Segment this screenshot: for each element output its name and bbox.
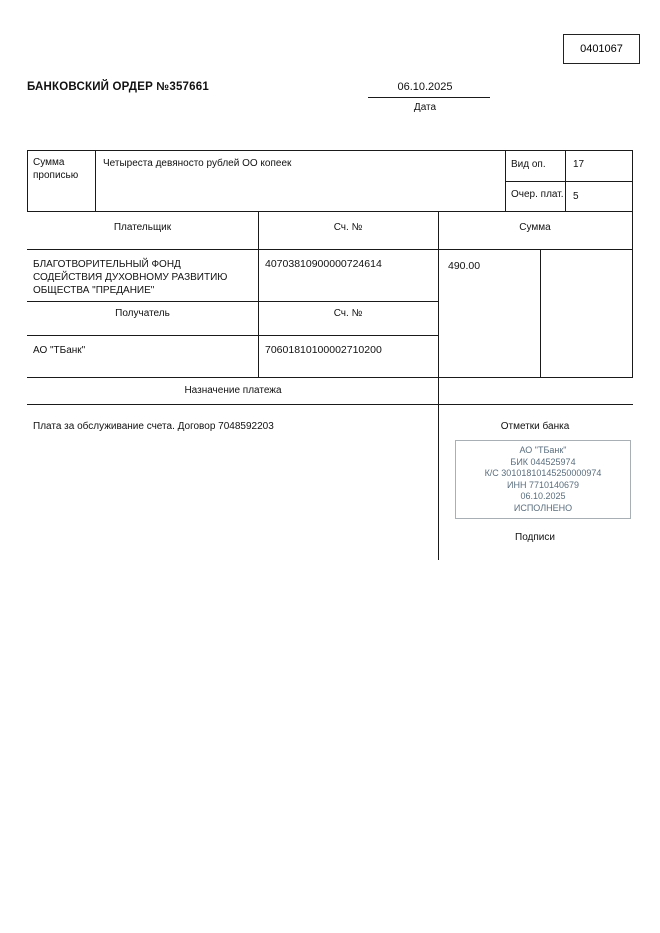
bank-marks-header: Отметки банка <box>500 421 570 432</box>
amount-words: Четыреста девяносто рублей ОО копеек <box>103 158 292 169</box>
receiver-header: Получатель <box>115 308 170 319</box>
sum-column-right-border <box>632 211 633 378</box>
form-code: 0401067 <box>580 43 623 55</box>
payment-amount: 490.00 <box>448 260 481 272</box>
receiver-account-header: Сч. № <box>333 308 363 319</box>
stamp-bank-name: АО "ТБанк" <box>519 445 567 455</box>
op-type-label: Вид оп. <box>511 159 546 170</box>
stamp-inn: ИНН 7710140679 <box>506 479 580 490</box>
receiver-data-bottom-line <box>27 377 633 378</box>
optype-value-left-border <box>565 150 566 212</box>
payer-account-divider <box>258 211 259 378</box>
receiver-header-bottom-line <box>27 335 439 336</box>
purpose-header-bottom-line <box>27 404 633 405</box>
amount-row-right-border <box>632 150 633 212</box>
sum-column-divider <box>540 249 541 378</box>
optype-left-border <box>505 150 506 212</box>
amount-label-right-border <box>95 150 96 212</box>
amount-row-left-border <box>27 150 28 212</box>
payer-account: 40703810900000724614 <box>265 258 382 270</box>
date-underline <box>368 97 490 98</box>
amount-row-bottom-line <box>27 211 633 212</box>
stamp-date: 06.10.2025 <box>520 491 566 501</box>
payer-account-header: Сч. № <box>333 222 363 233</box>
priority-label: Очер. плат. <box>511 189 564 200</box>
stamp-status: ИСПОЛНЕНО <box>513 502 573 513</box>
purpose-header: Назначение платежа <box>184 385 282 396</box>
payer-header-bottom-line <box>27 249 633 250</box>
payer-data-bottom-line <box>27 301 439 302</box>
op-type-value: 17 <box>573 159 585 170</box>
date-label: Дата <box>413 102 437 113</box>
signatures-label: Подписи <box>515 532 555 543</box>
sum-header: Сумма <box>519 222 551 233</box>
receiver-account: 70601810100002710200 <box>265 344 382 356</box>
priority-value: 5 <box>573 191 579 202</box>
date-value: 06.10.2025 <box>397 81 453 93</box>
stamp-corr-account: К/С 30101810145250000974 <box>484 468 602 478</box>
optype-priority-separator-line <box>505 181 633 182</box>
purpose-text: Плата за обслуживание счета. Договор 7048592203 <box>33 421 274 432</box>
document-title: БАНКОВСКИЙ ОРДЕР №357661 <box>27 81 209 93</box>
bank-stamp-box <box>455 440 631 519</box>
stamp-bik: БИК 044525974 <box>510 456 576 467</box>
amount-words-label: Сумма прописью <box>33 157 79 181</box>
form-code-box <box>563 34 640 64</box>
table-top-line <box>27 150 633 151</box>
payer-header: Плательщик <box>113 222 172 233</box>
payer-name: БЛАГОТВОРИТЕЛЬНЫЙ ФОНД СОДЕЙСТВИЯ ДУХОВНОМУ РАЗВИТИЮ ОБЩЕСТВА "ПРЕДАНИЕ" <box>33 259 228 296</box>
receiver-name: АО "ТБанк" <box>33 345 86 356</box>
